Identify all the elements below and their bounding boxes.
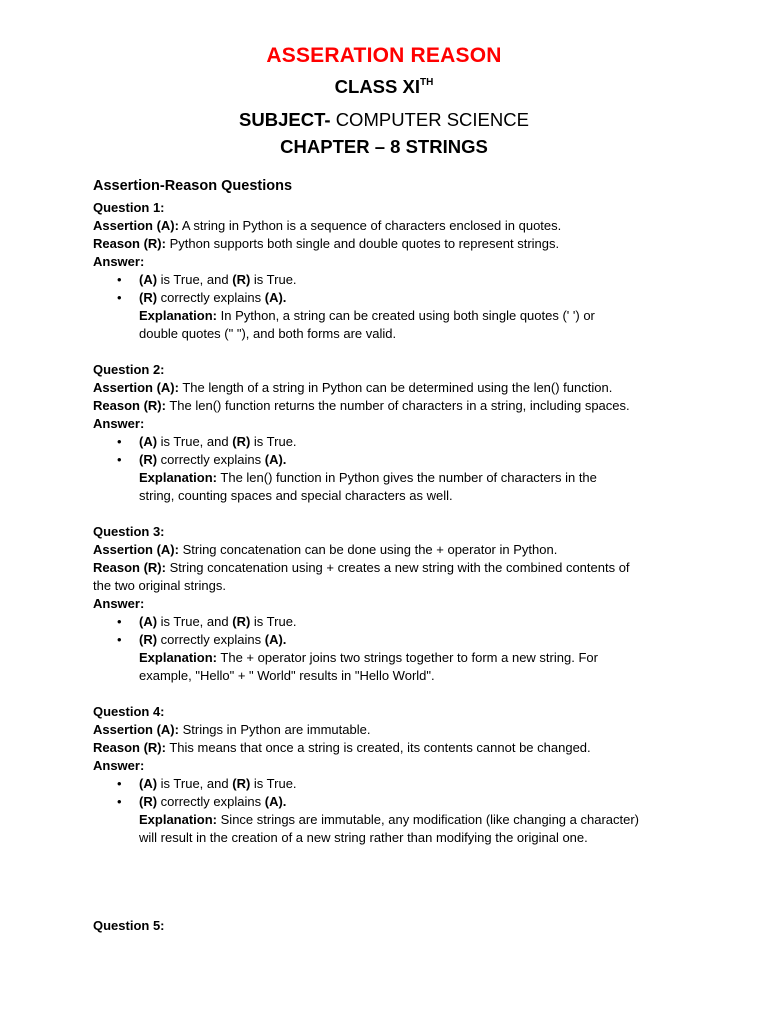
answer-item-explains	[139, 289, 693, 307]
assertion-text: The length of a string in Python can be determined using the len() function.	[182, 380, 613, 395]
assertion-line	[93, 379, 693, 397]
reason-text: String concatenation using + creates a new string with the combined contents of	[169, 560, 630, 575]
answer-item-truth	[139, 613, 693, 631]
answer-item-truth	[139, 271, 693, 289]
class-superscript: TH	[419, 77, 434, 88]
a-ref: (A)	[264, 632, 283, 647]
answer-text: correctly explains	[160, 452, 262, 467]
a-ref: (A)	[139, 434, 158, 449]
answer-text: is True.	[253, 614, 297, 629]
answer-item-truth	[139, 775, 693, 793]
assertion-text: A string in Python is a sequence of characters enclosed in quotes.	[181, 218, 562, 233]
subject-heading	[0, 109, 768, 131]
r-ref: (R)	[139, 452, 158, 467]
answer-text: correctly explains	[160, 290, 262, 305]
assertion-label: Assertion (A):	[93, 380, 179, 395]
answer-text: is True.	[253, 434, 297, 449]
answer-text: is True, and	[160, 776, 229, 791]
explanation-text: In Python, a string can be created using both single quotes (' ') or	[220, 308, 595, 323]
question-block	[93, 523, 693, 685]
a-ref: (A)	[139, 776, 158, 791]
reason-line	[93, 739, 693, 757]
answer-item-explains	[139, 631, 693, 649]
question-label: Question 5:	[93, 918, 165, 933]
r-ref: (R)	[139, 290, 158, 305]
period: .	[282, 290, 287, 305]
explanation	[139, 469, 693, 505]
class-heading	[0, 76, 768, 98]
subject-label: SUBJECT-	[239, 109, 331, 130]
answer-text: is True, and	[160, 614, 229, 629]
assertion-label: Assertion (A):	[93, 218, 179, 233]
answer-label: Answer:	[93, 416, 145, 431]
assertion-line	[93, 541, 693, 559]
reason-text: Python supports both single and double quotes to represent strings.	[169, 236, 560, 251]
assertion-text: Strings in Python are immutable.	[182, 722, 371, 737]
answer-item-explains	[139, 793, 693, 811]
period: .	[282, 794, 287, 809]
explanation	[139, 307, 693, 343]
reason-text: This means that once a string is created, its contents cannot be changed.	[169, 740, 591, 755]
a-ref: (A)	[139, 614, 158, 629]
answer-item-explains	[139, 451, 693, 469]
answer-text: is True, and	[160, 434, 229, 449]
questions-content	[93, 199, 693, 935]
question-label: Question 2:	[93, 362, 165, 377]
question-block	[93, 703, 693, 847]
reason-text: The len() function returns the number of characters in a string, including spaces.	[169, 398, 630, 413]
class-label: CLASS XI	[334, 76, 420, 97]
question-label: Question 3:	[93, 524, 165, 539]
question-block	[93, 917, 693, 935]
answer-list	[93, 433, 693, 505]
answer-text: is True.	[253, 776, 297, 791]
section-heading: Assertion-Reason Questions	[93, 178, 293, 194]
question-block	[93, 361, 693, 505]
a-ref: (A)	[264, 794, 283, 809]
reason-line	[93, 397, 693, 415]
answer-label: Answer:	[93, 758, 145, 773]
explanation	[139, 649, 693, 685]
assertion-line	[93, 217, 693, 235]
answer-list	[93, 271, 693, 343]
assertion-text: String concatenation can be done using the + operator in Python.	[182, 542, 558, 557]
reason-line	[93, 559, 693, 595]
r-ref: (R)	[232, 776, 251, 791]
assertion-line	[93, 721, 693, 739]
document-title: ASSERATION REASON	[266, 44, 502, 67]
period: .	[282, 632, 287, 647]
explanation-label: Explanation:	[139, 812, 218, 827]
a-ref: (A)	[139, 272, 158, 287]
assertion-label: Assertion (A):	[93, 542, 179, 557]
explanation-label: Explanation:	[139, 308, 218, 323]
answer-list	[93, 613, 693, 685]
explanation-text: double quotes (" "), and both forms are valid.	[139, 326, 397, 341]
explanation-text: Since strings are immutable, any modification (like changing a character)	[220, 812, 640, 827]
explanation-label: Explanation:	[139, 470, 218, 485]
r-ref: (R)	[232, 434, 251, 449]
explanation-label: Explanation:	[139, 650, 218, 665]
question-block	[93, 199, 693, 343]
explanation-text: will result in the creation of a new string rather than modifying the original one.	[139, 830, 588, 845]
explanation-text: example, "Hello" + " World" results in "Hello World".	[139, 668, 435, 683]
answer-text: is True.	[253, 272, 297, 287]
r-ref: (R)	[232, 614, 251, 629]
period: .	[282, 452, 287, 467]
r-ref: (R)	[232, 272, 251, 287]
answer-label: Answer:	[93, 596, 145, 611]
explanation-text: The len() function in Python gives the number of characters in the	[220, 470, 597, 485]
a-ref: (A)	[264, 290, 283, 305]
question-label: Question 1:	[93, 200, 165, 215]
answer-text: correctly explains	[160, 794, 262, 809]
answer-text: is True, and	[160, 272, 229, 287]
reason-label: Reason (R):	[93, 236, 166, 251]
reason-label: Reason (R):	[93, 560, 166, 575]
reason-label: Reason (R):	[93, 398, 166, 413]
question-label: Question 4:	[93, 704, 165, 719]
reason-label: Reason (R):	[93, 740, 166, 755]
answer-item-truth	[139, 433, 693, 451]
r-ref: (R)	[139, 632, 158, 647]
answer-label: Answer:	[93, 254, 145, 269]
subject-value: COMPUTER SCIENCE	[335, 109, 529, 130]
explanation	[139, 811, 693, 847]
a-ref: (A)	[264, 452, 283, 467]
answer-list	[93, 775, 693, 847]
explanation-text: string, counting spaces and special characters as well.	[139, 488, 453, 503]
assertion-label: Assertion (A):	[93, 722, 179, 737]
answer-text: correctly explains	[160, 632, 262, 647]
chapter-heading: CHAPTER – 8 STRINGS	[280, 136, 488, 157]
explanation-text: The + operator joins two strings together to form a new string. For	[220, 650, 598, 665]
reason-text: the two original strings.	[93, 578, 226, 593]
r-ref: (R)	[139, 794, 158, 809]
reason-line	[93, 235, 693, 253]
